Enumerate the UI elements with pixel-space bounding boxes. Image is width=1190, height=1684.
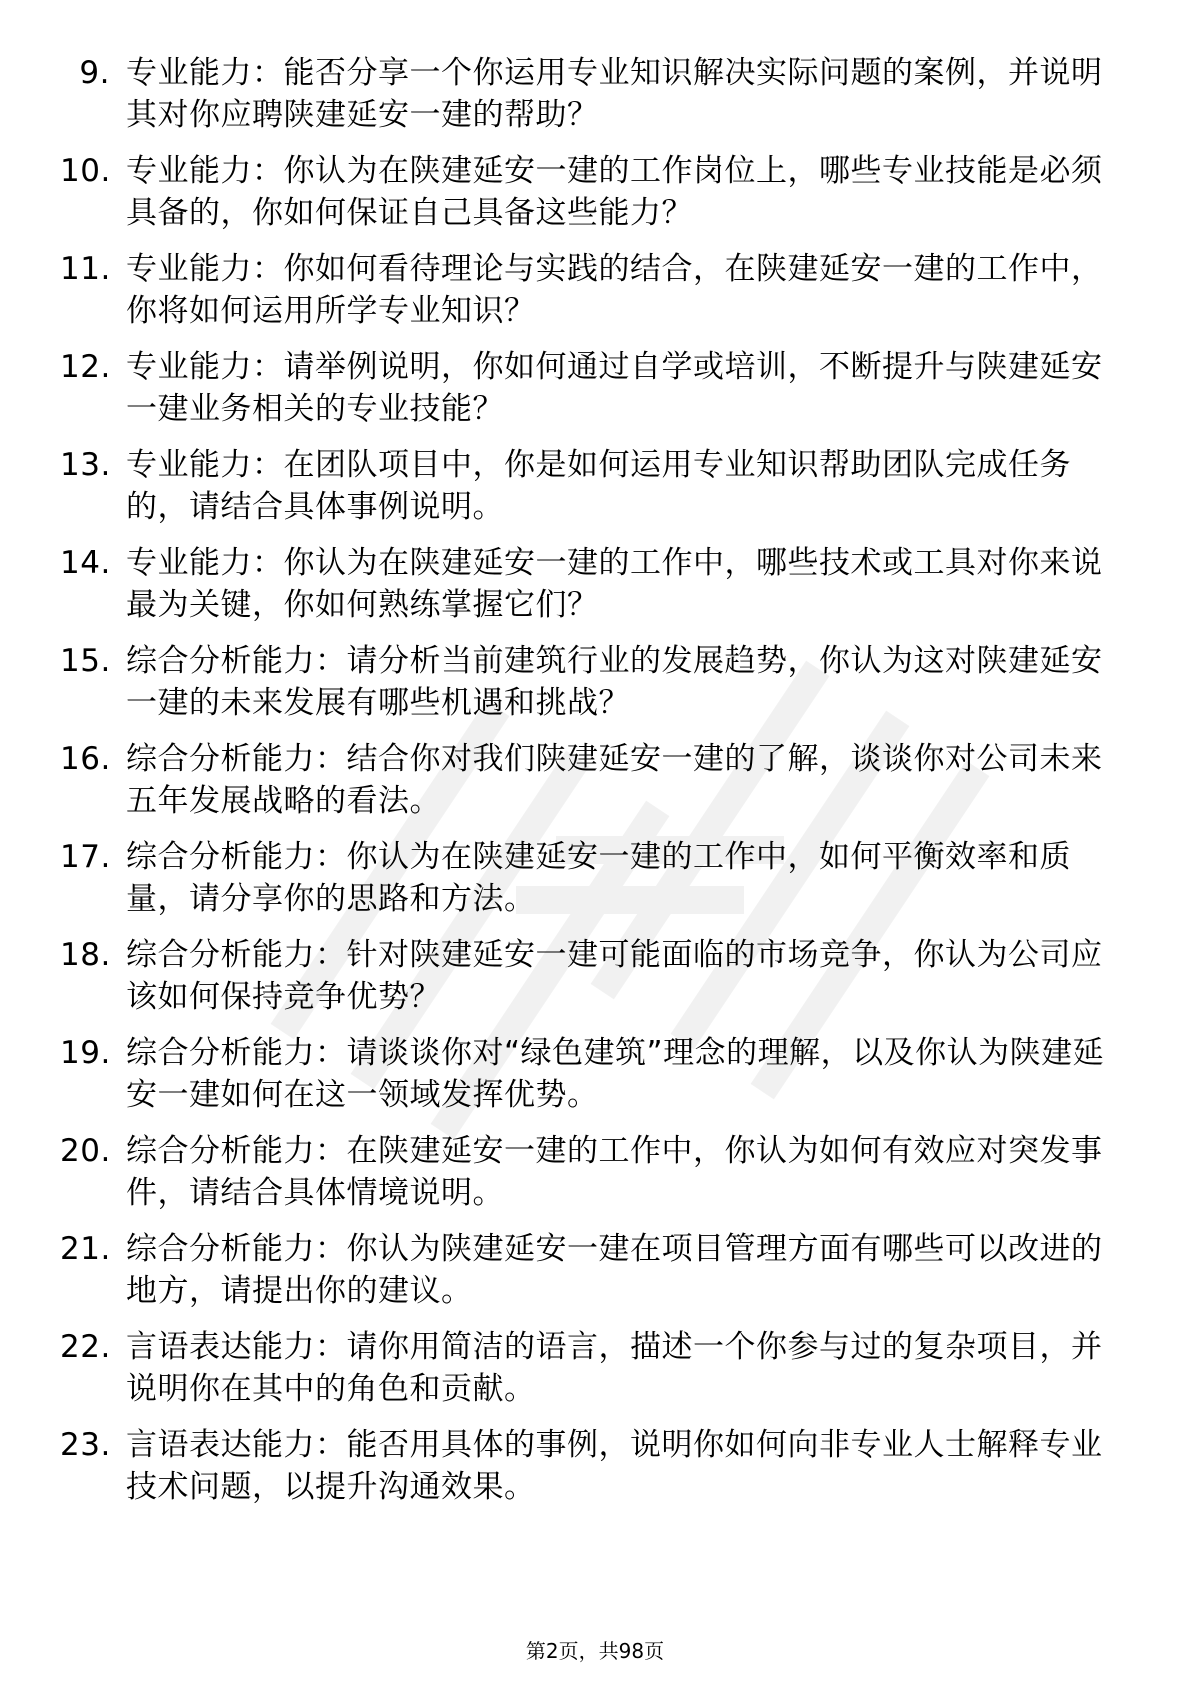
- question-number: 18.: [60, 937, 111, 973]
- question-number: 14.: [60, 545, 111, 581]
- question-number: 13.: [60, 447, 111, 483]
- question-text: 专业能力：你认为在陕建延安一建的工作中，哪些技术或工具对你来说最为关键，你如何熟练掌握它们？: [126, 545, 1103, 623]
- question-text: 专业能力：在团队项目中，你是如何运用专业知识帮助团队完成任务的，请结合具体事例说明。: [126, 447, 1071, 525]
- question-item: [60, 1032, 1110, 1116]
- question-number: 21.: [60, 1231, 111, 1267]
- question-number: 9.: [79, 55, 110, 91]
- question-number: 16.: [60, 741, 111, 777]
- question-text: 言语表达能力：能否用具体的事例，说明你如何向非专业人士解释专业技术问题，以提升沟通效果。: [126, 1427, 1103, 1505]
- page-number-label: 第2页，共98页: [525, 1639, 665, 1663]
- question-number: 17.: [60, 839, 111, 875]
- question-item: [60, 1228, 1110, 1312]
- question-item: [60, 836, 1110, 920]
- question-number: 20.: [60, 1133, 111, 1169]
- question-item: [60, 1130, 1110, 1214]
- question-text: 综合分析能力：针对陕建延安一建可能面临的市场竞争，你认为公司应该如何保持竞争优势？: [126, 937, 1103, 1015]
- question-number: 10.: [60, 153, 111, 189]
- question-text: 专业能力：能否分享一个你运用专业知识解决实际问题的案例，并说明其对你应聘陕建延安一建的帮助？: [126, 55, 1103, 133]
- question-number: 22.: [60, 1329, 111, 1365]
- question-item: [60, 150, 1110, 234]
- question-number: 15.: [60, 643, 111, 679]
- question-text: 综合分析能力：请谈谈你对“绿色建筑”理念的理解，以及你认为陕建延安一建如何在这一领域发挥优势。: [126, 1035, 1105, 1113]
- question-text: 综合分析能力：在陕建延安一建的工作中，你认为如何有效应对突发事件，请结合具体情境说明。: [126, 1133, 1103, 1211]
- question-list: [60, 52, 1110, 1522]
- question-text: 言语表达能力：请你用简洁的语言，描述一个你参与过的复杂项目，并说明你在其中的角色和贡献。: [126, 1329, 1103, 1407]
- question-text: 综合分析能力：请分析当前建筑行业的发展趋势，你认为这对陕建延安一建的未来发展有哪些机遇和挑战？: [126, 643, 1103, 721]
- question-number: 12.: [60, 349, 111, 385]
- question-text: 综合分析能力：你认为在陕建延安一建的工作中，如何平衡效率和质量，请分享你的思路和方法。: [126, 839, 1071, 917]
- question-item: [60, 1326, 1110, 1410]
- question-item: [60, 248, 1110, 332]
- question-item: [60, 1424, 1110, 1508]
- page-footer: [0, 1639, 1190, 1663]
- question-item: [60, 934, 1110, 1018]
- question-text: 专业能力：你认为在陕建延安一建的工作岗位上，哪些专业技能是必须具备的，你如何保证自己具备这些能力？: [126, 153, 1103, 231]
- question-item: [60, 52, 1110, 136]
- question-number: 11.: [60, 251, 111, 287]
- question-number: 19.: [60, 1035, 111, 1071]
- question-text: 综合分析能力：结合你对我们陕建延安一建的了解，谈谈你对公司未来五年发展战略的看法。: [126, 741, 1103, 819]
- question-text: 专业能力：你如何看待理论与实践的结合，在陕建延安一建的工作中，你将如何运用所学专业知识？: [126, 251, 1103, 329]
- question-number: 23.: [60, 1427, 111, 1463]
- question-item: [60, 346, 1110, 430]
- question-item: [60, 640, 1110, 724]
- question-item: [60, 542, 1110, 626]
- question-text: 专业能力：请举例说明，你如何通过自学或培训，不断提升与陕建延安一建业务相关的专业技能？: [126, 349, 1103, 427]
- question-item: [60, 738, 1110, 822]
- question-text: 综合分析能力：你认为陕建延安一建在项目管理方面有哪些可以改进的地方，请提出你的建议。: [126, 1231, 1103, 1309]
- question-item: [60, 444, 1110, 528]
